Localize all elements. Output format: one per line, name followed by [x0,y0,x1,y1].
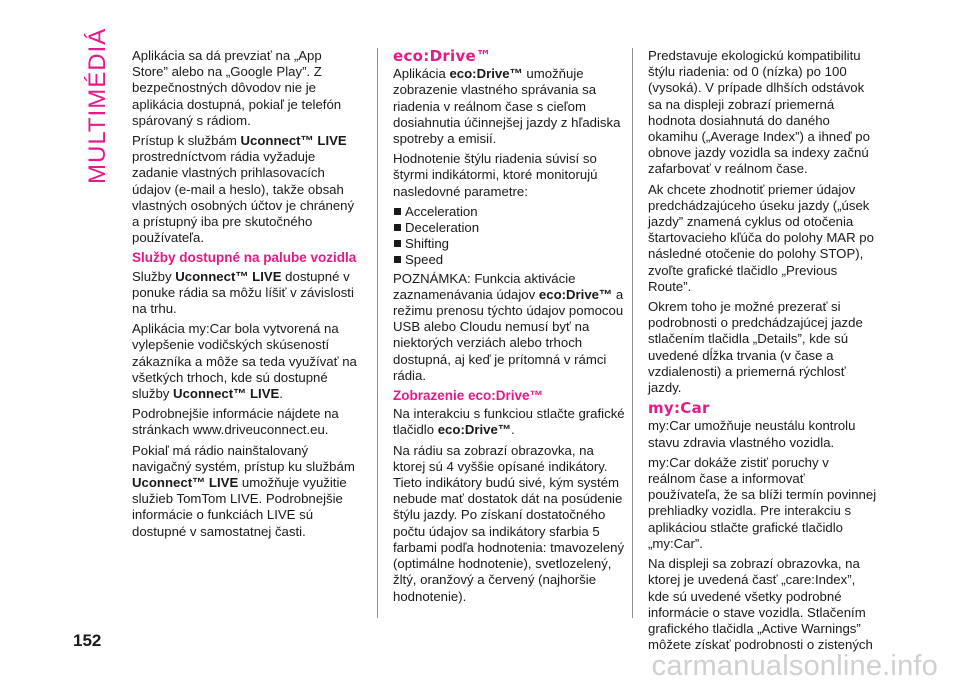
paragraph: Prístup k službám Uconnect™ LIVE prostredníctvom rádia vyžaduje zadanie vlastných prihlasovacích údajov (e-mail a heslo), takže obsah vlastných osobných účtov je chránený a prístupný iba pre skutočného používateľa. [132,133,355,246]
square-bullet-icon [394,256,401,263]
paragraph: Aplikácia sa dá prevziať na „App Store” alebo na „Google Play”. Z bezpečnostných dôvodov nie je aplikácia dostupná, pokiaľ je telefón spárovaný s rádiom. [132,48,342,128]
paragraph: my:Car umožňuje neustálu kontrolu stavu zdravia vlastného vozidla. [648,418,856,450]
list-item: Speed [393,252,625,268]
paragraph: Ak chcete zhodnotiť priemer údajov predchádzajúceho úseku jazdy („úsek jazdy” znamená cyklus od otočenia štartovacieho kľúča do polohy MAR po následné otočenie do polohy STOP), zvoľte grafické tlačidlo „Previous Route”. [648,181,874,294]
list-item: Acceleration [393,204,625,220]
paragraph: Okrem toho je možné prezerať si podrobnosti o predchádzajúcej jazde stlačením tlačidla „Details”, kde sú uvedené dĺžka trvania (v čase a vzdialenosti) a priemerná rýchlosť jazdy. [648,299,863,396]
paragraph: Na rádiu sa zobrazí obrazovka, na ktorej sú 4 vyššie opísané indikátory. Tieto indikátory budú sivé, kým systém nebude mať dostatok dát na posúdenie štýlu jazdy. Po získaní dostatočného počtu údajov sa indikátory sfarbia 5 farbami podľa hodnotenia: tmavozelený (optimálne hodnotenie), svetlozelený, žltý, oranžový a červený (najhoršie hodnotenie). [393,442,625,604]
list-item: Deceleration [393,220,625,236]
paragraph: Aplikácia my:Car bola vytvorená na vylepšenie vodičských skúseností zákazníka a môže sa teda využívať na všetkých trhoch, kde sú dostupné služby Uconnect™ LIVE. [132,321,357,402]
column-divider [632,48,633,618]
section-heading: Služby dostupné na palube vozidla [132,250,357,266]
text-column-1 [132,48,357,544]
paragraph: Hodnotenie štýlu riadenia súvisí so štyrmi indikátormi, ktoré monitorujú nasledovné parametre: [393,151,598,199]
square-bullet-icon [394,208,401,215]
paragraph: POZNÁMKA: Funkcia aktivácie zaznamenávania údajov eco:Drive™ a režimu prenosu týchto údajov pomocou USB alebo Cloudu nemusí byť na niektorých verziách alebo trhoch dostupná, aj keď je prítomná v rámci rádia. [393,270,624,383]
paragraph: Predstavuje ekologickú kompatibilitu štýlu riadenia: od 0 (nízka) po 100 (vysoká). V prípade dlhších odstávok sa na displeji zobrazí priemerná hodnota dosiahnutá do daného okamihu („Average Index”) a ihneď po obnove jazdy vozidla sa indexy začnú zafarbovať v reálnom čase. [648,48,870,177]
page-number: 152 [73,631,102,650]
section-heading: eco:Drive™ [393,47,492,65]
text-column-3 [648,48,880,657]
square-bullet-icon [394,224,401,231]
paragraph: Podrobnejšie informácie nájdete na stránkach www.driveuconnect.eu. [132,406,339,438]
section-heading: Zobrazenie eco:Drive™ [393,388,544,404]
watermark: carmanualsonline.info [651,650,938,682]
text-column-2 [393,48,625,609]
column-divider [377,48,378,618]
paragraph: Na interakciu s funkciou stlačte grafické tlačidlo eco:Drive™. [393,406,625,438]
square-bullet-icon [394,240,401,247]
section-heading: my:Car [648,399,710,418]
paragraph: Aplikácia eco:Drive™ umožňuje zobrazenie vlastného správania sa riadenia v reálnom čase s cieľom dosiahnutia účinnejšej jazdy z hľadiska spotreby a emisií. [393,66,621,147]
paragraph: Pokiaľ má rádio nainštalovaný navigačný systém, prístup ku službám Uconnect™ LIVE umožňuje využitie služieb TomTom LIVE. Podrobnejšie informácie o funkciách LIVE sú dostupné v samostatnej časti. [132,442,355,539]
section-title: MULTIMÉDIÁ [84,27,111,184]
paragraph: Služby Uconnect™ LIVE dostupné v ponuke rádia sa môžu líšiť v závislosti na trhu. [132,268,354,317]
paragraph: Na displeji sa zobrazí obrazovka, na ktorej je uvedená časť „care:Index”, kde sú uvedené všetky podrobné informácie o stave vozidla. Stlačením grafického tlačidla „Active Warnings” môžete získať podrobnosti o zistených [648,556,873,653]
parameter-list [393,204,625,269]
paragraph: my:Car dokáže zistiť poruchy v reálnom čase a informovať používateľa, že sa blíži termín povinnej prehliadky vozidla. Pre interakciu s aplikáciou stlačte grafické tlačidlo „my:Car”. [648,454,877,551]
list-item: Shifting [393,236,625,252]
